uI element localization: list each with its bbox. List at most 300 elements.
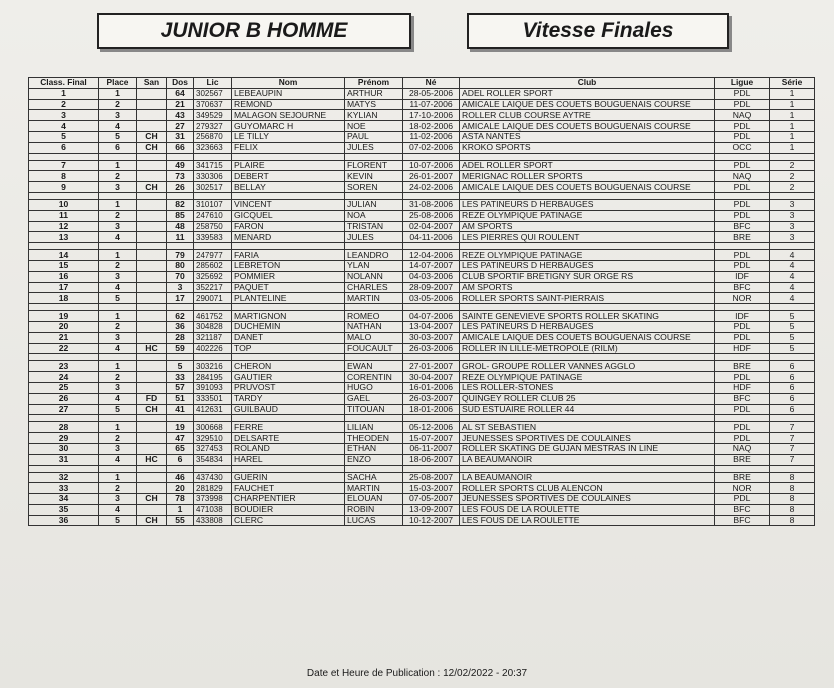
cell-prenom: MARTIN xyxy=(345,483,403,494)
table-row xyxy=(29,332,815,343)
table-row xyxy=(29,515,815,526)
cell-prenom: LILIAN xyxy=(345,422,403,433)
cell-serie: 4 xyxy=(770,260,815,271)
cell-prenom: LUCAS xyxy=(345,515,403,526)
cell-dos: 1 xyxy=(167,504,194,515)
cell-place: 4 xyxy=(99,282,137,293)
cell-ne: 26-03-2007 xyxy=(403,393,460,404)
group-separator xyxy=(29,153,815,160)
cell-dos: 26 xyxy=(167,182,194,193)
cell-dos: 48 xyxy=(167,221,194,232)
cell-nom: TOP xyxy=(232,343,345,354)
cell-prenom: TITOUAN xyxy=(345,404,403,415)
cell-ne: 25-08-2007 xyxy=(403,472,460,483)
cell-ne: 31-08-2006 xyxy=(403,199,460,210)
separator-cell xyxy=(345,304,403,311)
cell-club: JEUNESSES SPORTIVES DE COULAINES xyxy=(460,494,715,505)
cell-club: SAINTE GENEVIEVE SPORTS ROLLER SKATING xyxy=(460,311,715,322)
cell-nom: MALAGON SEJOURNE xyxy=(232,110,345,121)
cell-nom: GUILBAUD xyxy=(232,404,345,415)
cell-place: 1 xyxy=(99,199,137,210)
cell-club: JEUNESSES SPORTIVES DE COULAINES xyxy=(460,433,715,444)
cell-serie: 1 xyxy=(770,121,815,132)
separator-cell xyxy=(194,192,232,199)
cell-ne: 13-04-2007 xyxy=(403,321,460,332)
cell-nom: MENARD xyxy=(232,232,345,243)
cell-nom: LEBRETON xyxy=(232,260,345,271)
cell-prenom: HUGO xyxy=(345,382,403,393)
cell-prenom: PAUL xyxy=(345,131,403,142)
cell-ne: 27-01-2007 xyxy=(403,361,460,372)
col-class-final: Class. Final xyxy=(29,78,99,89)
cell-dos: 19 xyxy=(167,422,194,433)
cell-place: 3 xyxy=(99,182,137,193)
cell-class-final: 34 xyxy=(29,494,99,505)
cell-san: CH xyxy=(137,515,167,526)
cell-dos: 62 xyxy=(167,311,194,322)
cell-lic: 321187 xyxy=(194,332,232,343)
table-row xyxy=(29,382,815,393)
separator-cell xyxy=(403,354,460,361)
cell-ne: 26-01-2007 xyxy=(403,171,460,182)
cell-prenom: GAEL xyxy=(345,393,403,404)
cell-place: 3 xyxy=(99,271,137,282)
cell-club: LES FOUS DE LA ROULETTE xyxy=(460,515,715,526)
cell-ligue: IDF xyxy=(715,311,770,322)
cell-serie: 8 xyxy=(770,472,815,483)
col-nom: Nom xyxy=(232,78,345,89)
cell-serie: 6 xyxy=(770,382,815,393)
cell-lic: 391093 xyxy=(194,382,232,393)
cell-class-final: 16 xyxy=(29,271,99,282)
separator-cell xyxy=(770,354,815,361)
separator-cell xyxy=(29,243,99,250)
cell-dos: 65 xyxy=(167,443,194,454)
cell-serie: 4 xyxy=(770,250,815,261)
separator-cell xyxy=(345,465,403,472)
cell-club: ROLLER SKATING DE GUJAN MESTRAS IN LINE xyxy=(460,443,715,454)
separator-cell xyxy=(345,354,403,361)
cell-nom: LE TILLY xyxy=(232,131,345,142)
cell-ligue: NAQ xyxy=(715,110,770,121)
cell-place: 6 xyxy=(99,142,137,153)
cell-club: AMICALE LAIQUE DES COUETS BOUGUENAIS COURSE xyxy=(460,332,715,343)
separator-cell xyxy=(403,465,460,472)
table-row xyxy=(29,110,815,121)
cell-nom: FAUCHET xyxy=(232,483,345,494)
cell-club: ROLLER SPORTS CLUB ALENCON xyxy=(460,483,715,494)
separator-cell xyxy=(403,415,460,422)
cell-place: 5 xyxy=(99,404,137,415)
separator-cell xyxy=(770,243,815,250)
cell-class-final: 22 xyxy=(29,343,99,354)
cell-san xyxy=(137,372,167,383)
col-san: San xyxy=(137,78,167,89)
cell-san xyxy=(137,99,167,110)
table-row xyxy=(29,293,815,304)
table-row xyxy=(29,311,815,322)
cell-dos: 6 xyxy=(167,454,194,465)
cell-lic: 281829 xyxy=(194,483,232,494)
cell-lic: 310107 xyxy=(194,199,232,210)
cell-serie: 1 xyxy=(770,142,815,153)
table-row xyxy=(29,121,815,132)
table-row xyxy=(29,343,815,354)
cell-class-final: 11 xyxy=(29,210,99,221)
cell-lic: 247977 xyxy=(194,250,232,261)
cell-prenom: YLAN xyxy=(345,260,403,271)
cell-lic: 284195 xyxy=(194,372,232,383)
cell-dos: 20 xyxy=(167,483,194,494)
cell-ligue: PDL xyxy=(715,372,770,383)
separator-cell xyxy=(232,415,345,422)
cell-san xyxy=(137,171,167,182)
cell-ligue: PDL xyxy=(715,131,770,142)
cell-prenom: CORENTIN xyxy=(345,372,403,383)
separator-cell xyxy=(137,243,167,250)
cell-place: 2 xyxy=(99,321,137,332)
publication-footer: Date et Heure de Publication : 12/02/2022 - 20:37 xyxy=(306,668,528,679)
cell-class-final: 35 xyxy=(29,504,99,515)
cell-ne: 18-01-2006 xyxy=(403,404,460,415)
cell-place: 5 xyxy=(99,515,137,526)
separator-cell xyxy=(460,354,715,361)
cell-lic: 258750 xyxy=(194,221,232,232)
cell-ligue: BFC xyxy=(715,515,770,526)
table-row xyxy=(29,199,815,210)
cell-place: 4 xyxy=(99,393,137,404)
separator-cell xyxy=(194,243,232,250)
cell-san xyxy=(137,221,167,232)
cell-club: SUD ESTUAIRE ROLLER 44 xyxy=(460,404,715,415)
cell-serie: 7 xyxy=(770,433,815,444)
cell-san xyxy=(137,433,167,444)
cell-class-final: 10 xyxy=(29,199,99,210)
table-row xyxy=(29,221,815,232)
cell-nom: MARTIGNON xyxy=(232,311,345,322)
separator-cell xyxy=(770,192,815,199)
cell-ligue: PDL xyxy=(715,250,770,261)
cell-nom: CHARPENTIER xyxy=(232,494,345,505)
cell-place: 1 xyxy=(99,361,137,372)
group-separator xyxy=(29,415,815,422)
cell-class-final: 15 xyxy=(29,260,99,271)
cell-ligue: PDL xyxy=(715,260,770,271)
cell-prenom: JULIAN xyxy=(345,199,403,210)
separator-cell xyxy=(770,153,815,160)
cell-nom: PRUVOST xyxy=(232,382,345,393)
cell-nom: FARIA xyxy=(232,250,345,261)
separator-cell xyxy=(29,192,99,199)
cell-club: LA BEAUMANOIR xyxy=(460,472,715,483)
cell-class-final: 18 xyxy=(29,293,99,304)
cell-nom: DEBERT xyxy=(232,171,345,182)
cell-serie: 5 xyxy=(770,343,815,354)
cell-club: GROL- GROUPE ROLLER VANNES AGGLO xyxy=(460,361,715,372)
cell-ligue: OCC xyxy=(715,142,770,153)
cell-class-final: 26 xyxy=(29,393,99,404)
cell-ligue: BFC xyxy=(715,282,770,293)
cell-club: AMICALE LAIQUE DES COUETS BOUGUENAIS COURSE xyxy=(460,182,715,193)
cell-dos: 59 xyxy=(167,343,194,354)
cell-nom: FARON xyxy=(232,221,345,232)
separator-cell xyxy=(460,192,715,199)
cell-dos: 80 xyxy=(167,260,194,271)
cell-nom: GUERIN xyxy=(232,472,345,483)
cell-lic: 349529 xyxy=(194,110,232,121)
cell-class-final: 8 xyxy=(29,171,99,182)
separator-cell xyxy=(403,192,460,199)
cell-serie: 6 xyxy=(770,404,815,415)
cell-prenom: ETHAN xyxy=(345,443,403,454)
cell-club: ROLLER CLUB COURSE AYTRE xyxy=(460,110,715,121)
cell-san xyxy=(137,260,167,271)
cell-serie: 7 xyxy=(770,422,815,433)
cell-lic: 354834 xyxy=(194,454,232,465)
cell-club: LES PATINEURS D HERBAUGES xyxy=(460,321,715,332)
separator-cell xyxy=(194,465,232,472)
cell-prenom: MALO xyxy=(345,332,403,343)
group-separator xyxy=(29,304,815,311)
cell-ne: 04-07-2006 xyxy=(403,311,460,322)
separator-cell xyxy=(99,243,137,250)
cell-lic: 302567 xyxy=(194,88,232,99)
separator-cell xyxy=(403,304,460,311)
table-row xyxy=(29,210,815,221)
cell-serie: 1 xyxy=(770,131,815,142)
table-row xyxy=(29,422,815,433)
cell-san: HC xyxy=(137,343,167,354)
cell-lic: 433808 xyxy=(194,515,232,526)
separator-cell xyxy=(715,465,770,472)
category-title xyxy=(97,13,411,49)
cell-ligue: NAQ xyxy=(715,171,770,182)
cell-serie: 1 xyxy=(770,88,815,99)
cell-serie: 5 xyxy=(770,321,815,332)
cell-ligue: PDL xyxy=(715,121,770,132)
cell-nom: GICQUEL xyxy=(232,210,345,221)
cell-nom: TARDY xyxy=(232,393,345,404)
cell-serie: 7 xyxy=(770,443,815,454)
cell-san: FD xyxy=(137,393,167,404)
separator-cell xyxy=(232,354,345,361)
results-body xyxy=(29,88,815,526)
cell-lic: 370637 xyxy=(194,99,232,110)
cell-class-final: 27 xyxy=(29,404,99,415)
cell-serie: 7 xyxy=(770,454,815,465)
cell-ligue: PDL xyxy=(715,433,770,444)
cell-class-final: 29 xyxy=(29,433,99,444)
cell-prenom: FOUCAULT xyxy=(345,343,403,354)
cell-class-final: 9 xyxy=(29,182,99,193)
cell-club: AM SPORTS xyxy=(460,221,715,232)
separator-cell xyxy=(770,465,815,472)
col-serie: Série xyxy=(770,78,815,89)
cell-club: AM SPORTS xyxy=(460,282,715,293)
cell-class-final: 23 xyxy=(29,361,99,372)
cell-ne: 25-08-2006 xyxy=(403,210,460,221)
cell-club: LES PATINEURS D HERBAUGES xyxy=(460,199,715,210)
cell-prenom: SACHA xyxy=(345,472,403,483)
separator-cell xyxy=(194,415,232,422)
separator-cell xyxy=(137,465,167,472)
separator-cell xyxy=(99,354,137,361)
cell-san xyxy=(137,293,167,304)
cell-san: CH xyxy=(137,182,167,193)
cell-nom: VINCENT xyxy=(232,199,345,210)
cell-san xyxy=(137,443,167,454)
cell-lic: 327453 xyxy=(194,443,232,454)
cell-ne: 07-05-2007 xyxy=(403,494,460,505)
cell-class-final: 36 xyxy=(29,515,99,526)
group-separator xyxy=(29,465,815,472)
cell-dos: 70 xyxy=(167,271,194,282)
cell-lic: 303216 xyxy=(194,361,232,372)
table-row xyxy=(29,250,815,261)
cell-serie: 8 xyxy=(770,504,815,515)
cell-dos: 55 xyxy=(167,515,194,526)
cell-class-final: 7 xyxy=(29,160,99,171)
cell-lic: 352217 xyxy=(194,282,232,293)
separator-cell xyxy=(460,465,715,472)
cell-lic: 437430 xyxy=(194,472,232,483)
separator-cell xyxy=(29,304,99,311)
cell-place: 2 xyxy=(99,433,137,444)
separator-cell xyxy=(194,153,232,160)
col-dos: Dos xyxy=(167,78,194,89)
cell-prenom: ENZO xyxy=(345,454,403,465)
cell-nom: BOUDIER xyxy=(232,504,345,515)
cell-club: REZE OLYMPIQUE PATINAGE xyxy=(460,210,715,221)
cell-ne: 15-07-2007 xyxy=(403,433,460,444)
cell-place: 3 xyxy=(99,494,137,505)
cell-club: ADEL ROLLER SPORT xyxy=(460,160,715,171)
cell-club: REZE OLYMPIQUE PATINAGE xyxy=(460,250,715,261)
cell-prenom: MARTIN xyxy=(345,293,403,304)
cell-club: ROLLER SPORTS SAINT-PIERRAIS xyxy=(460,293,715,304)
cell-dos: 31 xyxy=(167,131,194,142)
cell-place: 5 xyxy=(99,131,137,142)
cell-nom: CLERC xyxy=(232,515,345,526)
cell-lic: 471038 xyxy=(194,504,232,515)
cell-class-final: 33 xyxy=(29,483,99,494)
separator-cell xyxy=(403,153,460,160)
cell-place: 5 xyxy=(99,293,137,304)
group-separator xyxy=(29,354,815,361)
cell-nom: DUCHEMIN xyxy=(232,321,345,332)
cell-class-final: 25 xyxy=(29,382,99,393)
cell-dos: 27 xyxy=(167,121,194,132)
cell-ligue: PDL xyxy=(715,160,770,171)
cell-ligue: PDL xyxy=(715,210,770,221)
cell-ligue: BFC xyxy=(715,393,770,404)
cell-ne: 10-07-2006 xyxy=(403,160,460,171)
separator-cell xyxy=(29,415,99,422)
cell-club: MERIGNAC ROLLER SPORTS xyxy=(460,171,715,182)
separator-cell xyxy=(715,153,770,160)
cell-nom: LEBEAUPIN xyxy=(232,88,345,99)
cell-dos: 43 xyxy=(167,110,194,121)
separator-cell xyxy=(167,354,194,361)
cell-place: 1 xyxy=(99,422,137,433)
cell-prenom: ROMEO xyxy=(345,311,403,322)
separator-cell xyxy=(715,415,770,422)
cell-lic: 330306 xyxy=(194,171,232,182)
separator-cell xyxy=(167,192,194,199)
cell-nom: DANET xyxy=(232,332,345,343)
separator-cell xyxy=(137,354,167,361)
cell-serie: 8 xyxy=(770,515,815,526)
cell-ligue: PDL xyxy=(715,321,770,332)
table-row xyxy=(29,131,815,142)
table-header-row xyxy=(29,78,815,89)
cell-serie: 2 xyxy=(770,182,815,193)
cell-dos: 46 xyxy=(167,472,194,483)
cell-place: 1 xyxy=(99,250,137,261)
cell-serie: 6 xyxy=(770,372,815,383)
cell-ne: 30-03-2007 xyxy=(403,332,460,343)
cell-ne: 03-05-2006 xyxy=(403,293,460,304)
cell-lic: 290071 xyxy=(194,293,232,304)
table-row xyxy=(29,393,815,404)
cell-serie: 5 xyxy=(770,332,815,343)
cell-class-final: 21 xyxy=(29,332,99,343)
cell-ligue: PDL xyxy=(715,404,770,415)
cell-class-final: 32 xyxy=(29,472,99,483)
separator-cell xyxy=(29,153,99,160)
col-ligue: Ligue xyxy=(715,78,770,89)
separator-cell xyxy=(715,304,770,311)
cell-nom: GUYOMARC H xyxy=(232,121,345,132)
cell-place: 2 xyxy=(99,483,137,494)
cell-serie: 4 xyxy=(770,271,815,282)
cell-serie: 3 xyxy=(770,199,815,210)
cell-place: 2 xyxy=(99,372,137,383)
cell-club: AL ST SEBASTIEN xyxy=(460,422,715,433)
cell-dos: 79 xyxy=(167,250,194,261)
separator-cell xyxy=(137,153,167,160)
cell-place: 1 xyxy=(99,88,137,99)
cell-place: 4 xyxy=(99,454,137,465)
cell-club: LES PATINEURS D HERBAUGES xyxy=(460,260,715,271)
cell-dos: 41 xyxy=(167,404,194,415)
cell-ne: 10-12-2007 xyxy=(403,515,460,526)
cell-serie: 8 xyxy=(770,494,815,505)
cell-san xyxy=(137,199,167,210)
separator-cell xyxy=(29,465,99,472)
cell-club: KROKO SPORTS xyxy=(460,142,715,153)
cell-nom: BELLAY xyxy=(232,182,345,193)
cell-lic: 302517 xyxy=(194,182,232,193)
cell-place: 4 xyxy=(99,343,137,354)
cell-nom: FERRE xyxy=(232,422,345,433)
cell-ligue: BRE xyxy=(715,454,770,465)
cell-prenom: JULES xyxy=(345,232,403,243)
table-row xyxy=(29,88,815,99)
cell-dos: 73 xyxy=(167,171,194,182)
cell-prenom: FLORENT xyxy=(345,160,403,171)
cell-lic: 339583 xyxy=(194,232,232,243)
cell-place: 2 xyxy=(99,99,137,110)
cell-dos: 57 xyxy=(167,382,194,393)
cell-serie: 4 xyxy=(770,282,815,293)
cell-class-final: 1 xyxy=(29,88,99,99)
separator-cell xyxy=(194,304,232,311)
cell-lic: 323663 xyxy=(194,142,232,153)
cell-dos: 78 xyxy=(167,494,194,505)
cell-dos: 36 xyxy=(167,321,194,332)
cell-prenom: NOE xyxy=(345,121,403,132)
